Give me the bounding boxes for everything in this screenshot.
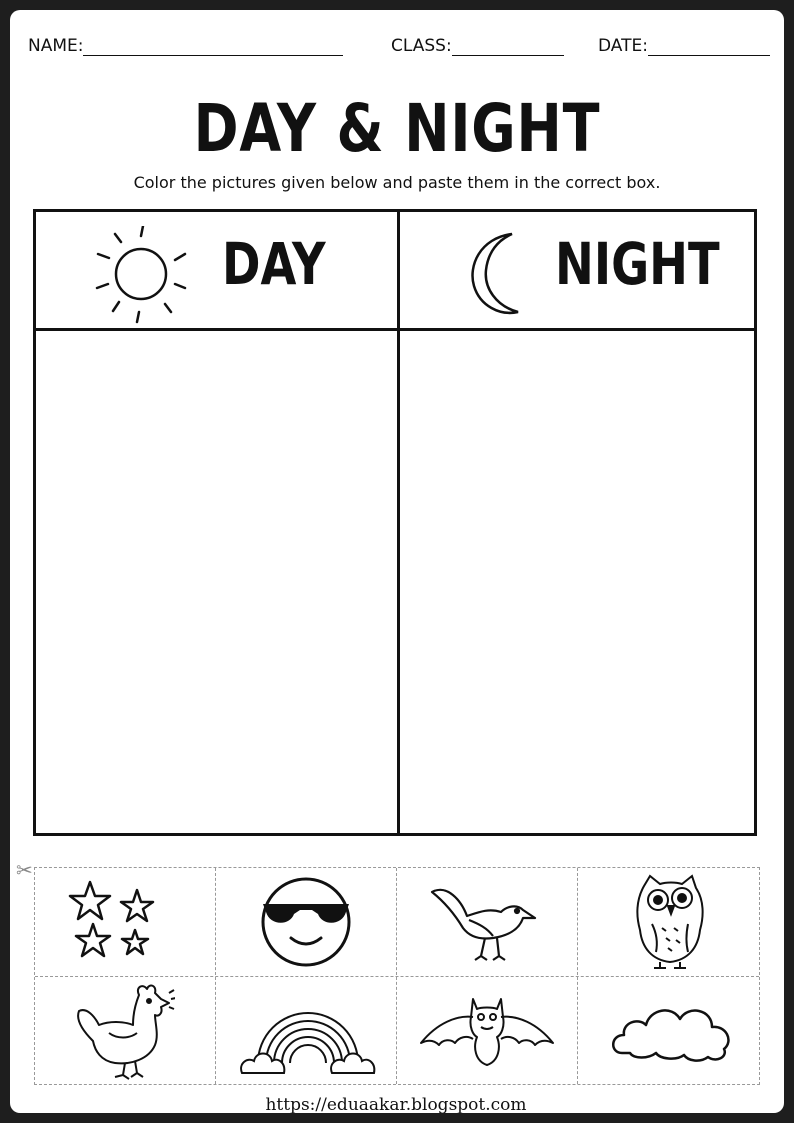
class-field[interactable] bbox=[391, 36, 564, 56]
cutout-cell-rooster[interactable] bbox=[35, 977, 216, 1086]
night-column-header bbox=[400, 212, 757, 328]
header-divider bbox=[36, 328, 754, 331]
cutout-cell-bird[interactable] bbox=[397, 868, 578, 977]
page-title: DAY & NIGHT bbox=[193, 90, 601, 167]
day-column-header bbox=[36, 212, 397, 328]
name-field[interactable] bbox=[28, 36, 343, 56]
instruction-text: Color the pictures given below and paste them in the correct box. bbox=[133, 173, 661, 192]
sunglasses-sun-face-icon bbox=[256, 872, 356, 972]
class-line bbox=[452, 37, 564, 56]
class-label: CLASS: bbox=[391, 36, 452, 56]
student-info-row bbox=[10, 36, 784, 60]
worksheet-page bbox=[10, 10, 784, 1113]
date-line bbox=[648, 37, 770, 56]
rainbow-icon bbox=[238, 983, 378, 1079]
crescent-moon-icon bbox=[460, 226, 530, 322]
cutout-cell-cool-sun[interactable] bbox=[216, 868, 397, 977]
date-label: DATE: bbox=[598, 36, 648, 56]
scissors-icon: ✂ bbox=[16, 858, 33, 882]
name-label: NAME: bbox=[28, 36, 84, 56]
sun-icon bbox=[91, 226, 191, 326]
name-line bbox=[83, 37, 343, 56]
stars-icon bbox=[65, 878, 165, 968]
cloud-icon bbox=[608, 997, 738, 1067]
rooster-icon bbox=[65, 981, 175, 1081]
cutout-cell-cloud[interactable] bbox=[578, 977, 759, 1086]
sorting-table bbox=[33, 209, 757, 836]
night-column-label: NIGHT bbox=[555, 230, 720, 298]
owl-icon bbox=[630, 872, 710, 972]
cutout-cell-stars[interactable] bbox=[35, 868, 216, 977]
footer-url: https://eduaakar.blogspot.com bbox=[223, 1093, 569, 1113]
cutout-cell-owl[interactable] bbox=[578, 868, 759, 977]
bat-icon bbox=[417, 987, 557, 1077]
bird-icon bbox=[427, 878, 547, 968]
cutout-grid bbox=[34, 867, 760, 1085]
cutout-cell-rainbow[interactable] bbox=[216, 977, 397, 1086]
day-column-label: DAY bbox=[222, 230, 326, 298]
date-field[interactable] bbox=[598, 36, 770, 56]
cutout-cell-bat[interactable] bbox=[397, 977, 578, 1086]
